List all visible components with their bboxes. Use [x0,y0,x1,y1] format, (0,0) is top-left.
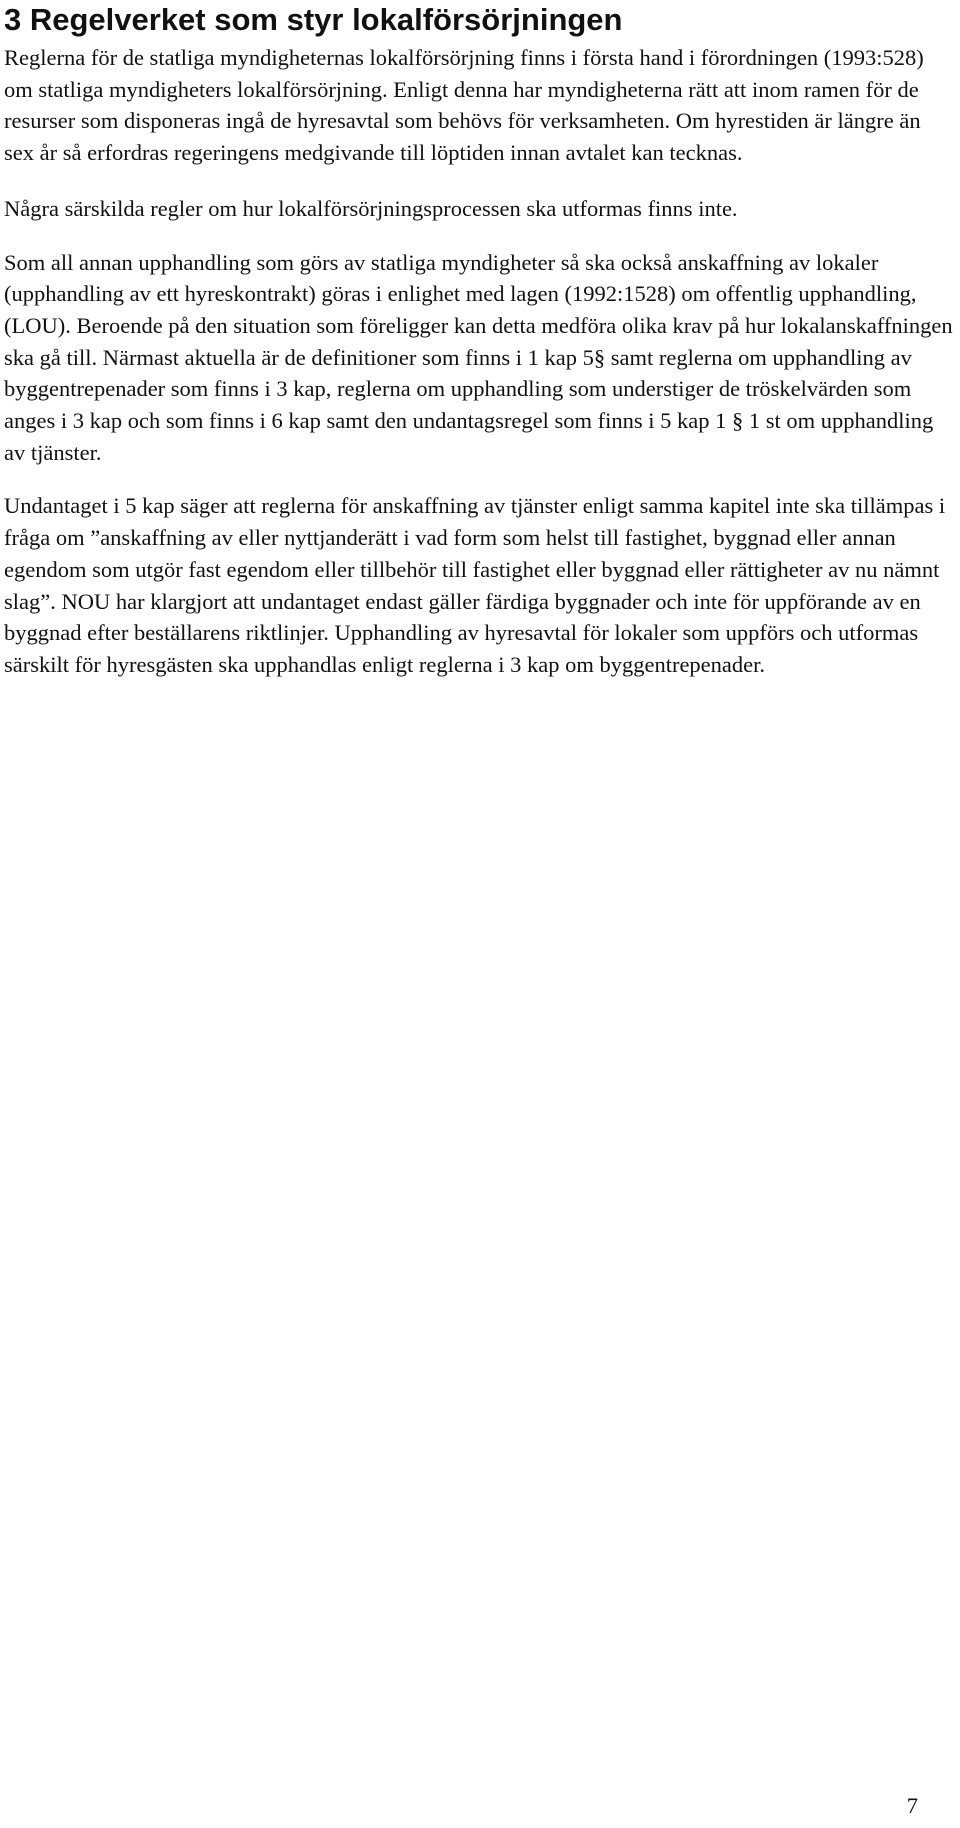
page-number: 7 [906,1793,918,1818]
paragraph-no-special-rules: Några särskilda regler om hur lokalförsörjningsprocessen ska utformas finns inte. [4,195,738,221]
paragraph-exception-5-kap: Undantaget i 5 kap säger att reglerna för anskaffning av tjänster enligt samma kapitel inte ska tillämpas i fråga om ”anskaffning av eller nyttjanderätt i vad form som helst till fastighet, byggnad eller annan egendom som utgör fast egendom eller tillbehör till fastighet eller byggnad eller rättigheter av nu nämnt slag”. NOU har klargjort att undantaget endast gäller färdiga byggnader och inte för uppförande av en byggnad efter beställarens riktlinjer. Upphandling av hyresavtal för lokaler som uppförs och utformas särskilt för hyresgästen ska upphandlas enligt reglerna i 3 kap om byggentrepenader. [4,493,946,677]
paragraph-lokalforsorjning-rules: Reglerna för de statliga myndigheternas lokalförsörjning finns i första hand i förordningen (1993:528) om statliga myndigheters lokalförsörjning. Enligt denna har myndigheterna rätt att inom ramen för de resurser som disponeras ingå de hyresavtal som behövs för verksamheten. Om hyrestiden är längre än sex år så erfordras regeringens medgivande till löptiden innan avtalet kan tecknas. [4,45,924,166]
section-heading: 3 Regelverket som styr lokalförsörjningen [4,2,623,37]
paragraph-procurement-lou: Som all annan upphandling som görs av statliga myndigheter så ska också anskaffning av lokaler (upphandling av ett hyreskontrakt) göras i enlighet med lagen (1992:1528) om offentlig upphandling, (LOU). Beroende på den situation som föreligger kan detta medföra olika krav på hur lokalanskaffningen ska gå till. Närmast aktuella är de definitioner som finns i 1 kap 5§ samt reglerna om upphandling av byggentrepenader som finns i 3 kap, reglerna om upphandling som understiger de tröskelvärden som anges i 3 kap och som finns i 6 kap samt den undantagsregel som finns i 5 kap 1 § 1 st om upphandling av tjänster. [4,249,953,465]
